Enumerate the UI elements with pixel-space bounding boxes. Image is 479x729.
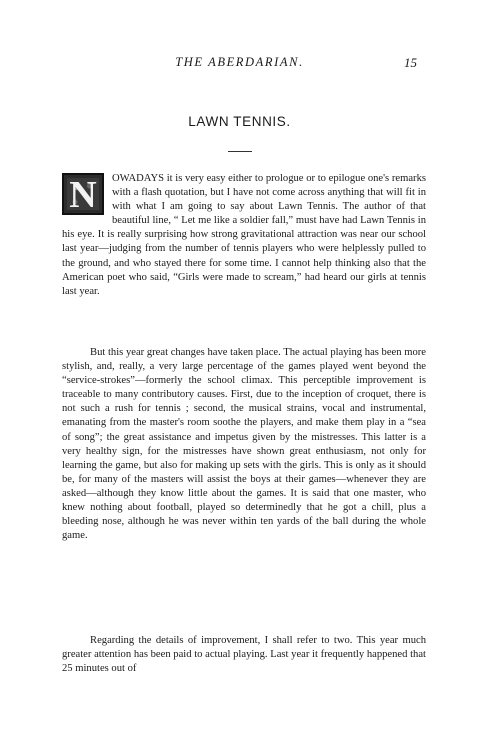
article-title: LAWN TENNIS.: [188, 114, 291, 129]
journal-title: THE ABERDARIAN.: [175, 55, 304, 69]
paragraph-1: [62, 172, 426, 299]
paragraph-3-text: Regarding the details of improvement, I shall refer to two. This year much greater attention has been paid to actual playing. Last year it frequently happened that 25 minutes out of: [62, 635, 426, 675]
dropcap-ornament: [62, 173, 104, 215]
paragraph-2: [62, 346, 426, 543]
paragraph-2-text: But this year great changes have taken place. The actual playing has been more stylish, and, really, a very large percentage of the games played went beyond the “service-strokes”—formerly the school climax. This perceptible improvement is traceable to many contributory causes. First, due to the inception of croquet, there is not such a rush for tennis ; second, the musical strains, vocal and instrumental, emanating from the master's room soothe the players, and make them play in a “sea of song”; the great assistance and impetus given by the mistresses. This latter is a very healthy sign, for the mistresses have shown great enthusiasm, not only for learning the game, but also for making up sets with the girls. This is only as it should be, for many of the masters will assist the boys at their games—whenever they are asked—although they know little about the games. It is said that one master, who knew nothing about football, played so determinedly that he got a chill, plus a bleeding nose, although he was never within ten yards of the ball during the whole game.: [62, 347, 426, 542]
dropcap-letter: N: [69, 174, 97, 216]
paragraph-3: [62, 634, 426, 676]
paragraph-1-text: OWADAYS it is very easy either to prologue or to epilogue one's remarks with a flash quotation, but I have not come across anything that will fit in with what I am going to say about Lawn Tennis. The author of that beautiful line, “ Let me like a soldier fall,” must have had Lawn Tennis in his eye. It is really surprising how strong gravitational attraction was near our school last year—judging from the number of tennis players who were helplessly pulled to the ground, and who stayed there for some time. I cannot help thinking also that the American poet who said, “Girls were made to scream,” had heard our girls at tennis last year.: [62, 173, 426, 297]
page-number: 15: [404, 55, 417, 70]
running-head: [0, 55, 479, 75]
title-divider: [228, 151, 252, 152]
